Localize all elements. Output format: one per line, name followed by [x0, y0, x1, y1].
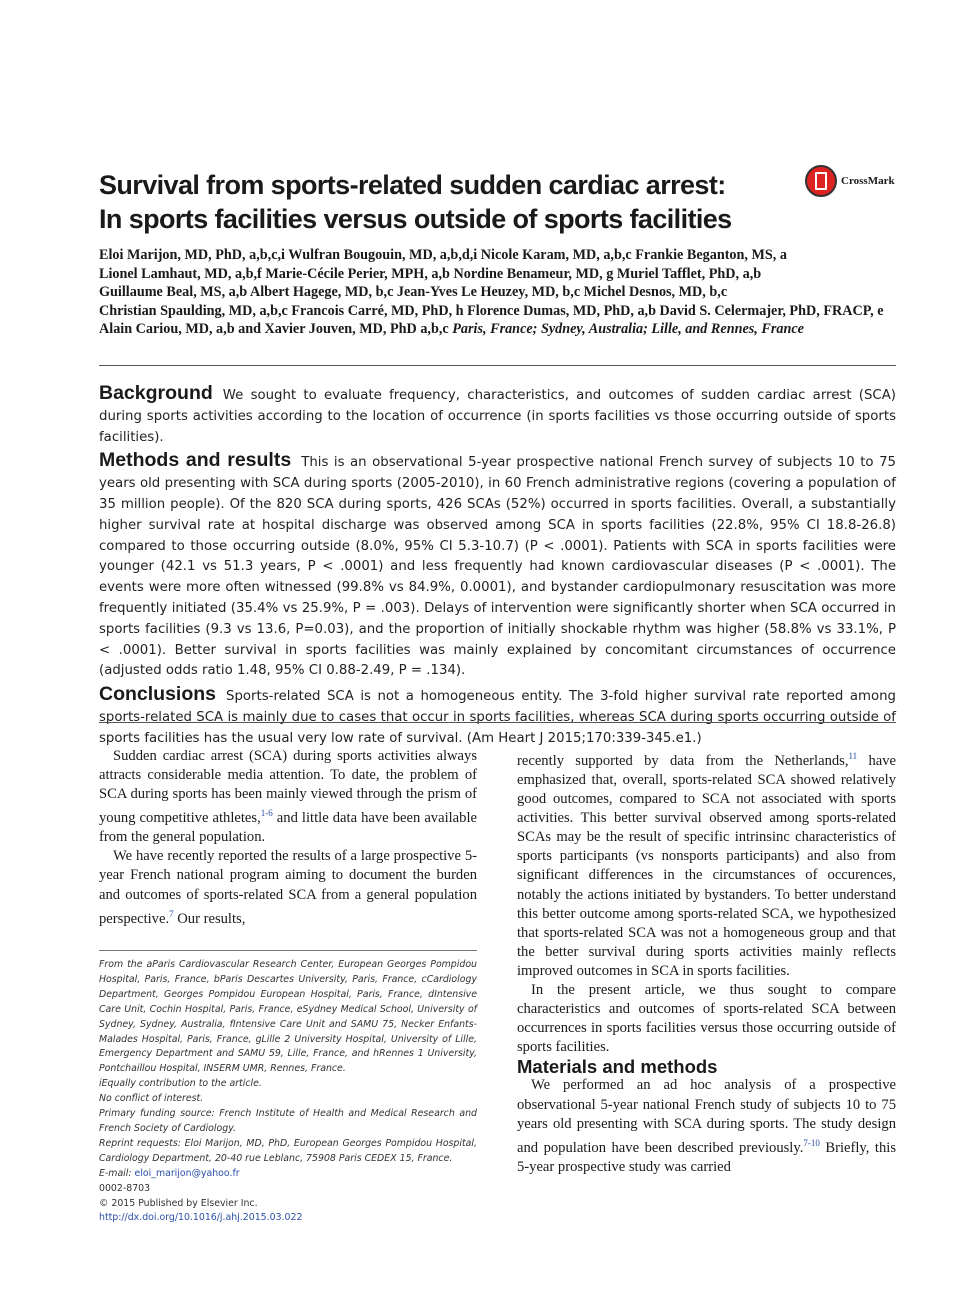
methods-p1-text-end: Briefly, this 5-year prospective study was carried [517, 1139, 896, 1175]
crossmark-label: CrossMark [841, 175, 895, 187]
footnote-email [99, 1167, 477, 1182]
footnote-reprint: Reprint requests: Eloi Marijon, MD, PhD, European Georges Pompidou Hospital, Cardiology Department, 20-40 rue Leblanc, 75908 Paris CEDEX 15, France. [99, 1137, 477, 1164]
email-link[interactable]: eloi_marijon@yahoo.fr [134, 1167, 240, 1179]
intro-paragraph-1 [99, 747, 477, 847]
intro-p3-text: recently supported by data from the Netherlands, [517, 752, 849, 769]
author-line-4: Christian Spaulding, MD, a,b,c Francois Carré, MD, PhD, h Florence Dumas, MD, PhD, a,b David S. Celermajer, PhD, FRACP, e [99, 302, 884, 319]
author-list [99, 246, 896, 339]
footnotes [99, 958, 477, 1226]
citation-link[interactable]: 1-6 [260, 808, 273, 819]
abstract-conclusions [99, 684, 896, 749]
intro-p1-text: Sudden cardiac arrest (SCA) during sports activities always attracts considerable media attention. To date, the problem of SCA during sports has been mainly viewed through the prism of young competitive athletes, [99, 748, 477, 827]
footnote-affiliations: From the aParis Cardiovascular Research Center, European Georges Pompidou Hospital, Paris, France, bParis Descartes University, Paris, France, cCardiology Department, Georges Pompidou European Hospital, Paris, France, dIntensive Care Unit, Cochin Hospital, Paris, France, eSydney Medical School, University of Sydney, Sydney, Australia, fIntensive Care Unit and SAMU 75, Necker Enfants-Malades Hospital, Paris, France, gLille 2 University Hospital, University of Lille, Emergency Department and SAMU 59, Lille, France, and hRennes 1 University, Pontchaillou Hospital, INSERM UMR, Rennes, France. [99, 959, 477, 1075]
article-title [99, 168, 896, 236]
crossmark-icon [805, 165, 837, 197]
footnote-issn: 0002-8703 [99, 1182, 151, 1194]
methods-heading: Methods and results [99, 449, 292, 472]
intro-p2-text: We have recently reported the results of a large prospective 5-year French national program aiming to document the burden and outcomes of sports-related SCA from a general population perspective. [99, 848, 477, 927]
conclusions-heading: Conclusions [99, 683, 217, 706]
author-line-1: Eloi Marijon, MD, PhD, a,b,c,i Wulfran Bougouin, MD, a,b,d,i Nicole Karam, MD, a,b,c Frankie Beganton, MS, a [99, 247, 787, 263]
intro-paragraph-3 [517, 747, 896, 981]
footnote-funding: Primary funding source: French Institute of Health and Medical Research and French Society of Cardiology. [99, 1108, 477, 1134]
body-left-column [99, 747, 477, 929]
citation-link[interactable]: 7 [169, 908, 174, 919]
abstract-bottom-rule [99, 722, 896, 723]
intro-paragraph-4: In the present article, we thus sought to compare characteristics and outcomes of sports-related SCA between occurrences in sports facilities versus those occurring outside of sports facilities. [517, 981, 896, 1056]
author-locations: Paris, France; Sydney, Australia; Lille, and Rennes, France [452, 321, 804, 338]
intro-p1-text-end: and little data have been available from the general population. [99, 810, 477, 846]
footnote-copyright: © 2015 Published by Elsevier Inc. [99, 1197, 258, 1209]
conclusions-text: Sports-related SCA is not a homogeneous entity. The 3-fold higher survival rate reported among sports-related SCA is mainly due to cases that occur in sports facilities, whereas SCA during sports occurring outside of sports facilities has the usual very low rate of survival. (Am Heart J 2015;170:339-345.e1.) [99, 689, 896, 746]
methods-p1-text: We performed an ad hoc analysis of a prospective observational 5-year national French study of subjects 10 to 75 years old presenting with SCA during sports. The study design and population have been described previously. [517, 1077, 896, 1156]
footnote-conflict: No conflict of interest. [99, 1093, 204, 1105]
abstract-background [99, 383, 896, 448]
email-label: E-mail: [99, 1167, 135, 1179]
citation-link[interactable]: 11 [848, 751, 858, 761]
doi-link[interactable]: http://dx.doi.org/10.1016/j.ahj.2015.03.022 [99, 1212, 303, 1224]
abstract-top-rule [99, 365, 896, 366]
body-right-column [517, 747, 896, 1177]
intro-paragraph-2 [99, 847, 477, 928]
title-block [99, 168, 896, 236]
methods-text: This is an observational 5-year prospective national French survey of subjects 10 to 75 years old presenting with SCA during sports (2005-2010), in 60 French administrative regions (covering a population of 35 million people). Of the 820 SCA during sports, 426 SCAs (52%) occurred in sports facilities. Overall, a substantially higher survival rate at hospital discharge was observed among SCA in sports facilities (22.8%, 95% CI 18.8-26.8) compared to those occurring outside (8.0%, 95% CI 5.3-10.7) (P < .0001). Patients with SCA in sports facilities were younger (42.1 vs 51.3 years, P < .0001) and less frequently had known cardiovascular diseases (P < .0001). The events were more often witnessed (99.8% vs 84.9%, 0.0001), and bystander cardiopulmonary resuscitation was more frequently initiated (35.4% vs 25.9%, P = .003). Delays of intervention were significantly shorter when SCA occurred in sports facilities (9.3 vs 13.6, P=0.03), and the proportion of initially shockable rhythm was higher (58.8% vs 33.1%, P < .0001). Better survival in sports facilities was mainly explained by concomitant circumstances of occurrence (adjusted odds ratio 1.48, 95% CI 0.88-2.49, P = .134). [99, 455, 896, 679]
abstract-methods [99, 450, 896, 682]
background-text: We sought to evaluate frequency, characteristics, and outcomes of sudden cardiac arrest (SCA) during sports activities according to the location of occurrence (in sports facilities vs those occurring outside of sports facilities). [99, 388, 896, 445]
title-line-2: In sports facilities versus outside of sports facilities [99, 204, 732, 234]
methods-paragraph-1 [517, 1076, 896, 1176]
crossmark-badge[interactable] [805, 163, 897, 199]
footnote-rule [99, 950, 477, 951]
title-line-1: Survival from sports-related sudden cardiac arrest: [99, 170, 726, 200]
author-line-5-names: Alain Cariou, MD, a,b and Xavier Jouven, MD, PhD a,b,c [99, 321, 449, 338]
footnote-equal-contribution: iEqually contribution to the article. [99, 1078, 262, 1090]
citation-link[interactable]: 7-10 [803, 1137, 820, 1148]
intro-p3-text-end: have emphasized that, overall, sports-related SCA showed relatively good outcomes, compared to SCA not associated with sports activities. This better survival observed among sports-related SCAs may be the result of specific intrinsinc characteristics of sports participants (vs nonsports participants) and also from significant differences in the circumstances of occurences, notably the actions initiated by bystanders. To better understand this better outcome among sports-related SCA, we hypothesized that sports-related SCA was not a homogeneous group and that the better survival during sports activities mainly reflects improved outcomes in SCA in sports facilities. [517, 752, 897, 979]
author-line-5 [99, 320, 896, 339]
author-line-3: Guillaume Beal, MS, a,b Albert Hagege, MD, b,c Jean-Yves Le Heuzey, MD, b,c Michel Desnos, MD, b,c [99, 284, 728, 301]
section-heading-methods: Materials and methods [517, 1056, 718, 1078]
author-line-2: Lionel Lamhaut, MD, a,b,f Marie-Cécile Perier, MPH, a,b Nordine Benameur, MD, g Muriel Tafflet, PhD, a,b [99, 265, 762, 282]
abstract [99, 383, 896, 752]
intro-p2-text-end: Our results, [173, 910, 246, 927]
background-heading: Background [99, 382, 213, 404]
